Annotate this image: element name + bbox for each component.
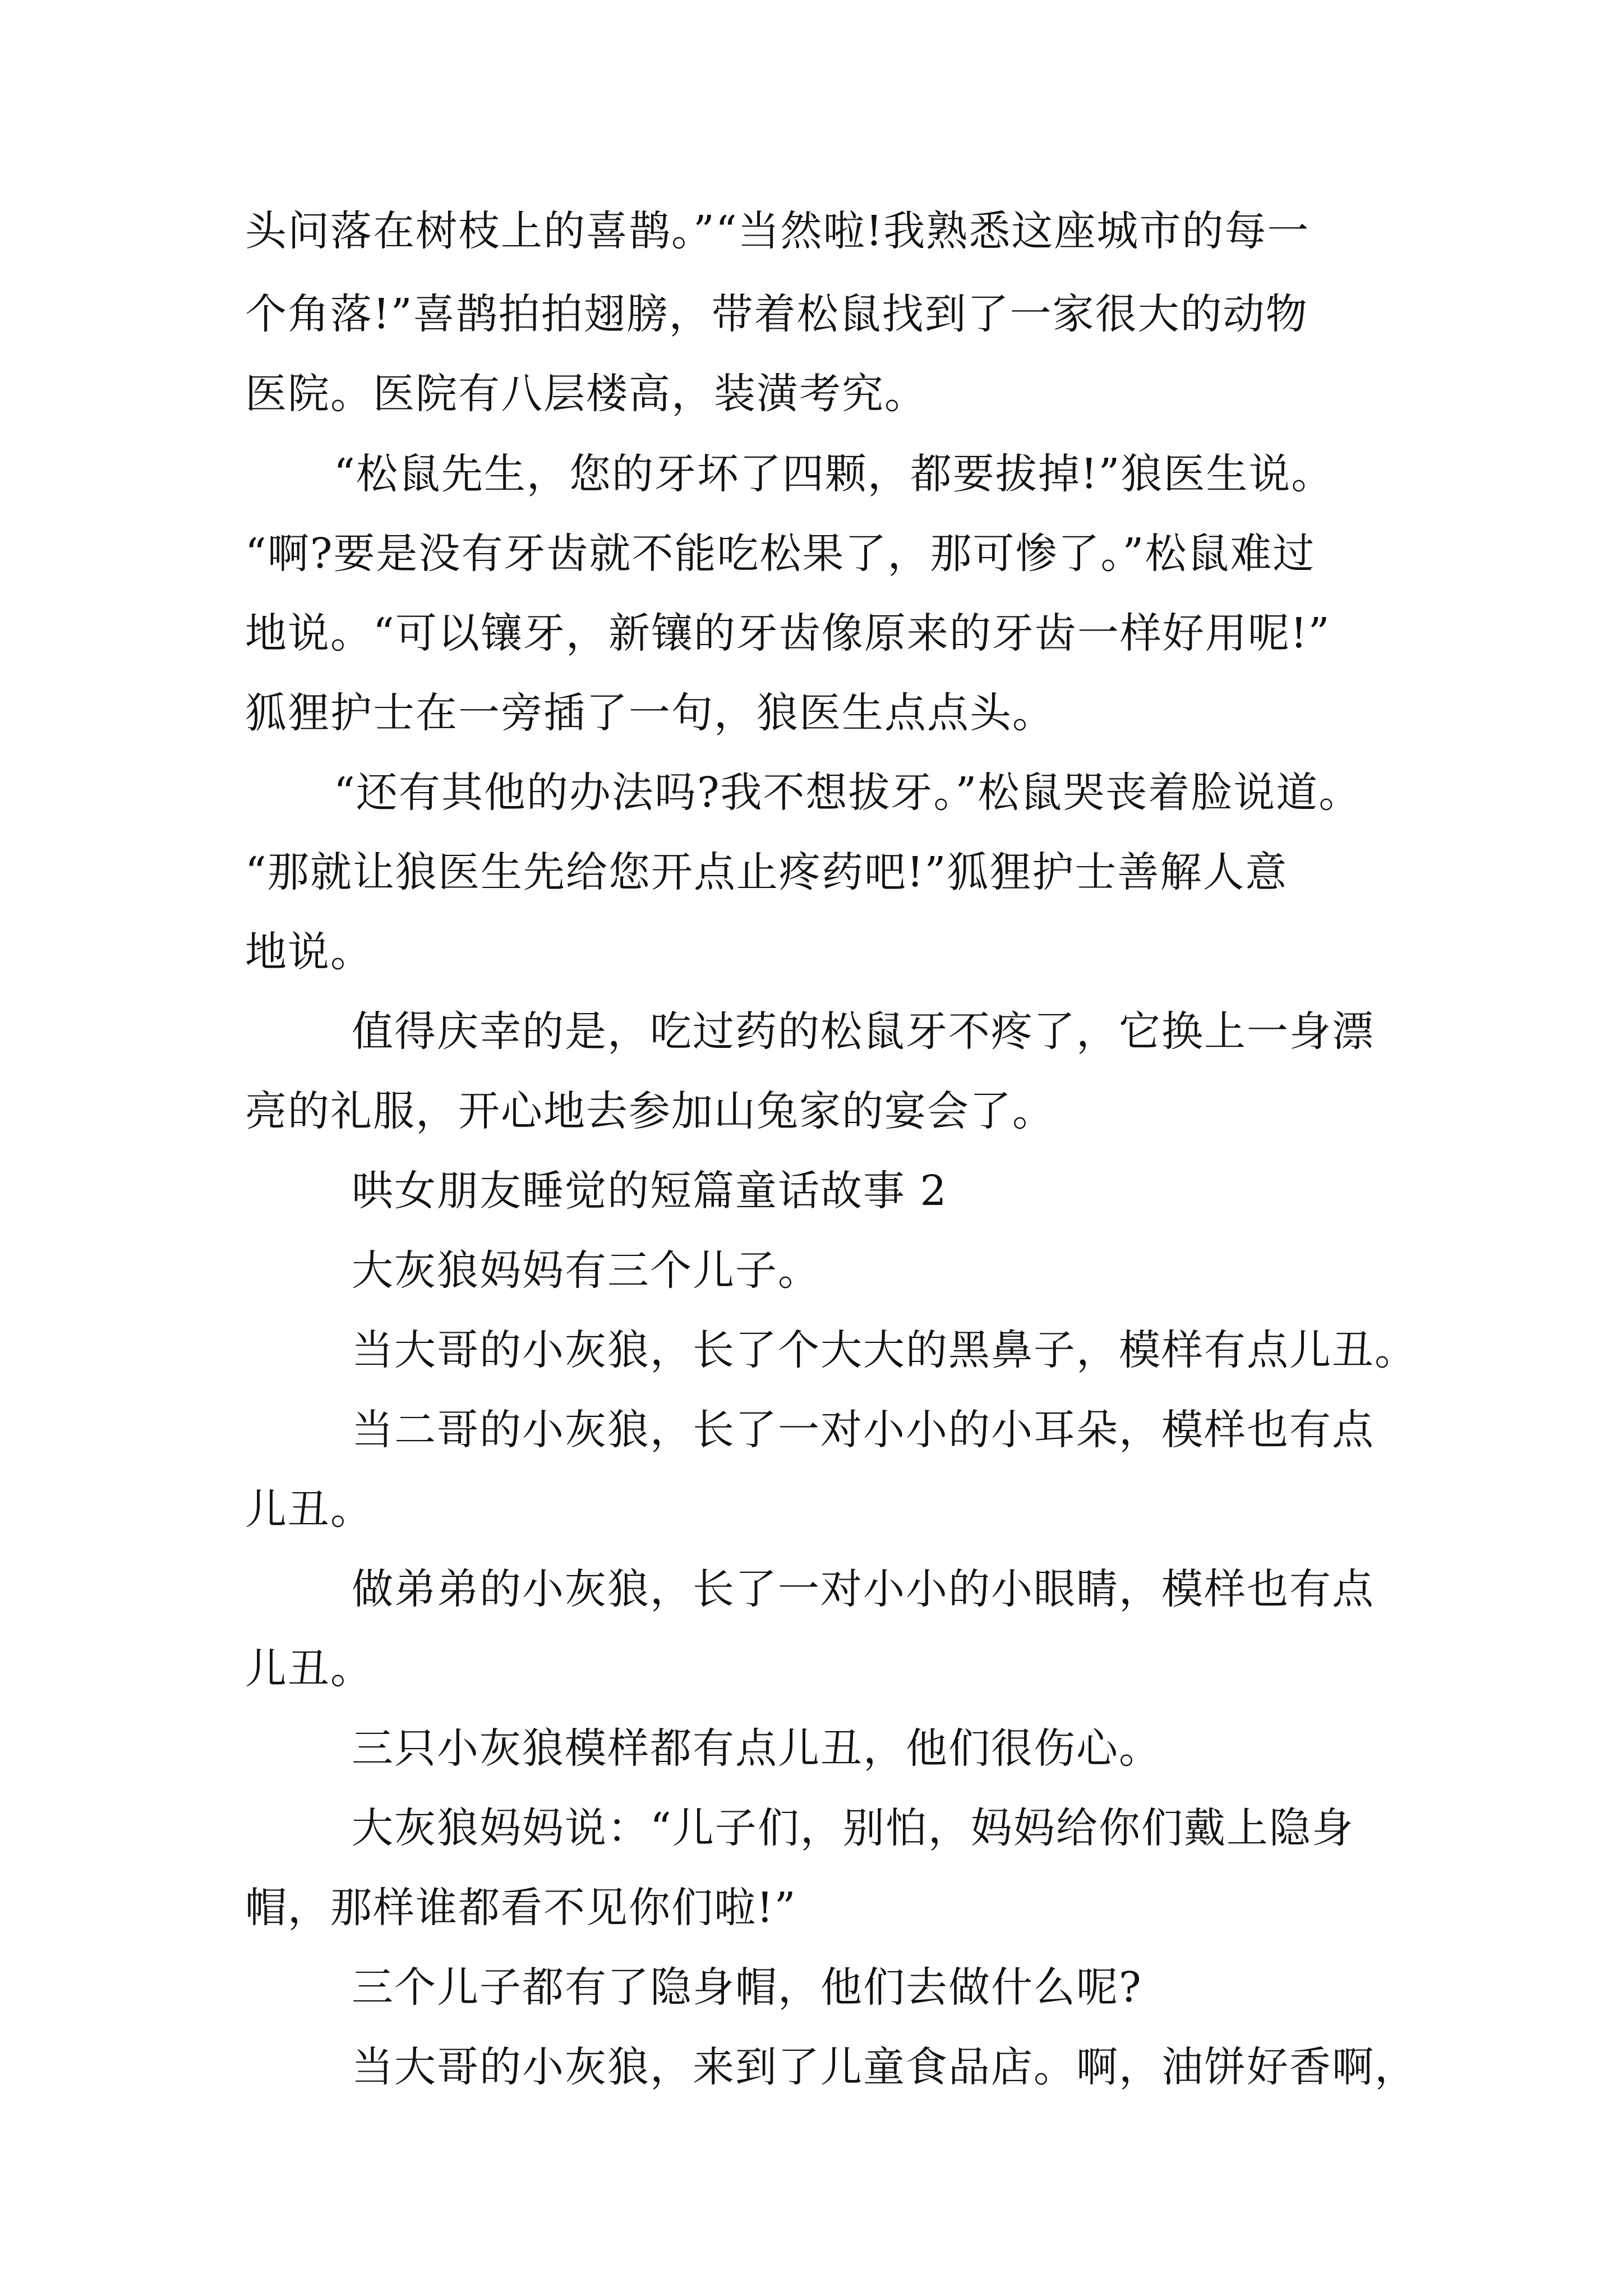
text-line: 头问落在树枝上的喜鹊。”“当然啦!我熟悉这座城市的每一: [245, 207, 1310, 255]
text-line: 大灰狼妈妈有三个儿子。: [352, 1246, 820, 1295]
text-line: “那就让狼医生先给您开点止疼药吧!”狐狸护士善解人意: [245, 848, 1288, 896]
text-line: 狐狸护士在一旁插了一句，狼医生点点头。: [245, 689, 1055, 737]
text-line: 儿丑。: [245, 1485, 373, 1534]
text-line: 当大哥的小灰狼，来到了儿童食品店。啊，油饼好香啊，: [352, 2043, 1417, 2091]
text-line: “啊?要是没有牙齿就不能吃松果了，那可惨了。”松鼠难过: [245, 530, 1316, 578]
text-line: 三只小灰狼模样都有点儿丑，他们很伤心。: [352, 1724, 1161, 1773]
text-line: 大灰狼妈妈说：“儿子们，别怕，妈妈给你们戴上隐身: [352, 1804, 1354, 1852]
text-line: 当二哥的小灰狼，长了一对小小的小耳朵，模样也有点: [352, 1406, 1375, 1454]
text-line: 做弟弟的小灰狼，长了一对小小的小眼睛，模样也有点: [352, 1565, 1375, 1613]
text-line: 儿丑。: [245, 1645, 373, 1693]
text-line: “松鼠先生，您的牙坏了四颗，都要拔掉!”狼医生说。: [334, 450, 1334, 498]
text-line: 地说。: [245, 928, 373, 976]
text-line: 个角落!”喜鹊拍拍翅膀，带着松鼠找到了一家很大的动物: [245, 290, 1308, 338]
text-line: 当大哥的小灰狼，长了个大大的黑鼻子，模样有点儿丑。: [352, 1326, 1417, 1374]
text-line: 帽，那样谁都看不见你们啦!”: [245, 1884, 797, 1932]
text-line: 亮的礼服，开心地去参加山兔家的宴会了。: [245, 1087, 1055, 1135]
text-line: “还有其他的办法吗?我不想拔牙。”松鼠哭丧着脸说道。: [334, 769, 1362, 817]
text-line: 医院。医院有八层楼高，装潢考究。: [245, 370, 927, 418]
text-line: 值得庆幸的是，吃过药的松鼠牙不疼了，它换上一身漂: [352, 1007, 1375, 1056]
section-heading: 哄女朋友睡觉的短篇童话故事 2: [352, 1167, 948, 1215]
text-line: 三个儿子都有了隐身帽，他们去做什么呢?: [352, 1963, 1142, 2012]
text-line: 地说。“可以镶牙，新镶的牙齿像原来的牙齿一样好用呢!”: [245, 609, 1331, 657]
